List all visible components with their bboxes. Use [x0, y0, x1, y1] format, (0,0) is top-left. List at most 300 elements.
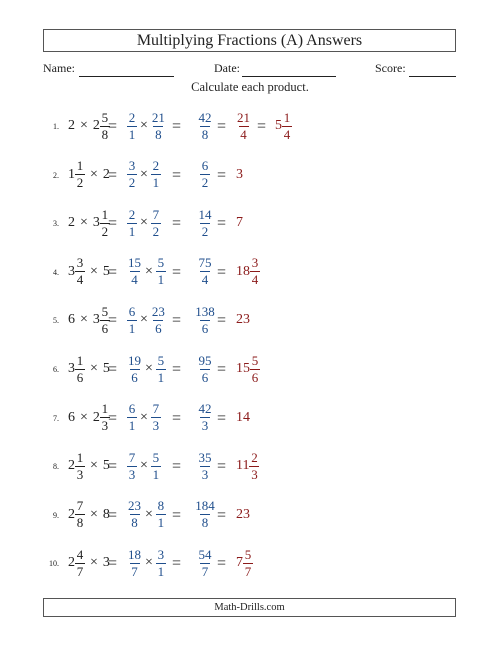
numerator: 14 — [198, 206, 212, 222]
problem-row — [0, 444, 500, 488]
numerator: 42 — [198, 401, 212, 417]
step-product — [190, 250, 220, 294]
equals-sign: = — [217, 118, 227, 135]
fraction — [156, 354, 166, 385]
equals-sign: = — [172, 458, 182, 476]
numerator: 3 — [251, 255, 259, 271]
times-sign: × — [140, 458, 148, 474]
times-sign: × — [90, 458, 98, 474]
denominator: 8 — [201, 126, 209, 142]
fraction — [127, 548, 142, 579]
name-line — [79, 76, 174, 77]
denominator: 1 — [128, 223, 136, 239]
whole-part: 3 — [68, 361, 75, 376]
denominator: 8 — [155, 126, 162, 142]
whole-part: 2 — [68, 215, 75, 231]
whole-part: 2 — [68, 555, 75, 571]
whole-part: 2 — [92, 118, 100, 133]
problem-row — [0, 201, 500, 245]
fraction — [151, 402, 161, 433]
fraction — [250, 256, 260, 287]
fraction — [75, 159, 85, 190]
fraction — [198, 111, 213, 142]
step-improper — [127, 347, 166, 391]
denominator: 4 — [283, 126, 291, 142]
step-product — [190, 493, 220, 537]
mixed-number — [236, 256, 260, 287]
whole-part: 5 — [102, 458, 110, 474]
answer — [236, 298, 250, 342]
numerator: 7 — [152, 206, 160, 222]
question — [68, 444, 110, 488]
whole-part: 5 — [102, 361, 110, 376]
fraction — [200, 159, 210, 190]
whole-part: 1 — [68, 166, 75, 182]
answer-whole: 14 — [236, 409, 250, 425]
whole-part: 8 — [102, 506, 110, 522]
whole-part: 2 — [68, 506, 75, 522]
equals-sign: = — [172, 409, 182, 427]
mixed-number — [68, 312, 75, 328]
denominator: 4 — [201, 272, 209, 288]
mixed-number — [236, 548, 253, 579]
numerator: 5 — [101, 303, 109, 319]
step-product — [190, 347, 220, 391]
fraction — [151, 305, 166, 336]
question — [68, 347, 110, 391]
fraction — [75, 548, 85, 579]
problem-number: 3. — [53, 219, 59, 229]
times-sign: × — [140, 312, 148, 328]
answer — [236, 396, 250, 440]
score-label: Score: — [375, 61, 406, 75]
whole-part: 5 — [102, 263, 110, 279]
fraction — [194, 499, 216, 530]
whole-part: 6 — [68, 312, 75, 328]
numerator: 95 — [198, 352, 212, 368]
numerator: 19 — [128, 352, 141, 368]
denominator: 1 — [128, 320, 136, 336]
numerator: 6 — [201, 158, 209, 174]
name-label: Name: — [43, 61, 75, 75]
fraction — [127, 256, 142, 287]
step-improper — [127, 153, 161, 197]
denominator: 3 — [201, 418, 209, 434]
numerator: 6 — [128, 303, 136, 319]
problem-row — [0, 347, 500, 391]
answer — [236, 444, 259, 488]
fraction — [198, 354, 213, 385]
times-sign: × — [140, 118, 148, 133]
equals-sign: = — [217, 361, 227, 378]
denominator: 1 — [128, 126, 136, 142]
question — [68, 541, 110, 585]
problem-number: 7. — [53, 413, 59, 423]
fraction — [127, 499, 142, 530]
times-sign: × — [90, 555, 98, 571]
equals-sign: = — [217, 555, 227, 573]
fraction — [198, 208, 213, 239]
equals-sign: = — [217, 506, 227, 524]
numerator: 1 — [76, 158, 84, 174]
fraction — [127, 111, 137, 142]
denominator: 7 — [76, 563, 84, 579]
question — [68, 153, 110, 197]
denominator: 2 — [101, 223, 109, 239]
denominator: 3 — [201, 466, 209, 482]
answer-whole: 23 — [236, 312, 250, 328]
mixed-number — [275, 111, 292, 142]
times-sign: × — [90, 506, 98, 522]
fraction — [250, 354, 260, 385]
numerator: 1 — [101, 206, 109, 222]
times-sign: × — [140, 215, 148, 231]
fraction — [75, 354, 85, 385]
equals-sign: = — [172, 312, 182, 330]
numerator: 3 — [76, 255, 84, 271]
numerator: 6 — [128, 401, 136, 417]
numerator: 54 — [198, 546, 212, 562]
denominator: 4 — [76, 272, 84, 288]
denominator: 1 — [157, 515, 165, 531]
numerator: 23 — [128, 498, 141, 514]
mixed-number — [68, 159, 85, 190]
mixed-number — [68, 499, 85, 530]
answer — [236, 541, 253, 585]
problem-number: 2. — [53, 170, 59, 180]
fraction — [127, 451, 137, 482]
denominator: 4 — [251, 272, 259, 288]
fraction — [198, 402, 213, 433]
fraction — [151, 451, 161, 482]
denominator: 8 — [201, 515, 209, 531]
times-sign: × — [145, 555, 153, 571]
problem-number: 1. — [53, 122, 59, 131]
denominator: 3 — [76, 466, 84, 482]
problem-row — [0, 396, 500, 440]
equals-sign: = — [108, 361, 118, 378]
step-improper — [127, 444, 161, 488]
denominator: 3 — [128, 466, 136, 482]
times-sign: × — [80, 409, 88, 425]
footer: Math-Drills.com — [43, 598, 456, 617]
equals-sign: = — [108, 166, 118, 184]
fraction — [194, 305, 216, 336]
equals-sign: = — [217, 409, 227, 427]
whole-part: 2 — [92, 409, 100, 425]
problem-number: 8. — [53, 462, 59, 472]
denominator: 7 — [201, 563, 209, 579]
numerator: 5 — [244, 546, 252, 562]
answer — [236, 104, 251, 148]
fraction — [127, 402, 137, 433]
equals-sign: = — [217, 312, 227, 330]
times-sign: × — [80, 312, 88, 328]
fraction — [127, 208, 137, 239]
fraction — [282, 111, 292, 142]
question — [68, 250, 110, 294]
numerator: 1 — [283, 109, 291, 125]
step-product — [190, 201, 220, 245]
step-improper — [127, 396, 161, 440]
numerator: 5 — [157, 352, 165, 368]
mixed-number — [68, 410, 75, 426]
denominator: 2 — [201, 223, 209, 239]
denominator: 8 — [131, 515, 138, 531]
answer — [236, 493, 250, 537]
mixed-number — [236, 354, 260, 385]
answer — [236, 347, 260, 391]
denominator: 3 — [152, 418, 160, 434]
numerator: 5 — [251, 352, 259, 368]
fraction — [249, 451, 259, 482]
fraction — [151, 159, 161, 190]
whole-part: 15 — [236, 361, 250, 376]
mixed-number — [68, 118, 75, 134]
denominator: 6 — [76, 369, 84, 385]
equals-sign: = — [108, 312, 118, 330]
equals-sign: = — [257, 118, 267, 135]
numerator: 15 — [128, 255, 141, 271]
numerator: 18 — [128, 546, 141, 562]
step-improper — [127, 250, 166, 294]
whole-part: 11 — [236, 458, 250, 474]
denominator: 6 — [251, 369, 259, 385]
denominator: 6 — [155, 320, 162, 336]
fraction — [75, 451, 85, 482]
instructions: Calculate each product. — [191, 80, 309, 94]
numerator: 3 — [157, 546, 165, 562]
denominator: 8 — [76, 515, 84, 531]
denominator: 1 — [157, 369, 165, 385]
mixed-number — [68, 256, 85, 287]
step-product — [190, 298, 220, 342]
whole-part: 7 — [236, 555, 243, 571]
fraction — [236, 111, 251, 142]
numerator: 75 — [198, 255, 212, 271]
step-improper — [127, 104, 166, 148]
answer-whole: 7 — [236, 215, 243, 231]
denominator: 8 — [101, 126, 109, 142]
question — [68, 104, 110, 148]
score-line — [409, 76, 456, 77]
equals-sign: = — [108, 409, 118, 427]
worksheet-title: Multiplying Fractions (A) Answers — [43, 29, 456, 52]
numerator: 42 — [198, 109, 212, 125]
denominator: 2 — [201, 175, 209, 191]
equals-sign: = — [217, 215, 227, 233]
equals-sign: = — [172, 166, 182, 184]
numerator: 7 — [128, 449, 136, 465]
equals-sign: = — [172, 506, 182, 524]
equals-sign: = — [108, 263, 118, 281]
answer — [236, 153, 243, 197]
denominator: 3 — [101, 418, 109, 434]
numerator: 1 — [101, 401, 109, 417]
fraction — [127, 354, 142, 385]
times-sign: × — [140, 166, 148, 182]
numerator: 4 — [76, 546, 84, 562]
numerator: 2 — [251, 449, 258, 465]
equals-sign: = — [217, 263, 227, 281]
equals-sign: = — [217, 458, 227, 476]
question — [68, 396, 110, 440]
problem-row — [0, 298, 500, 342]
fraction — [127, 159, 137, 190]
times-sign: × — [145, 263, 153, 279]
equals-sign: = — [108, 215, 118, 233]
problem-row — [0, 153, 500, 197]
denominator: 1 — [152, 466, 160, 482]
step-improper — [127, 493, 166, 537]
denominator: 4 — [131, 272, 138, 288]
equals-sign: = — [172, 215, 182, 233]
step-improper — [127, 541, 166, 585]
numerator: 1 — [76, 449, 84, 465]
answer-whole: 23 — [236, 506, 250, 522]
whole-part: 5 — [275, 118, 282, 133]
problem-number: 6. — [53, 365, 59, 374]
numerator: 7 — [76, 498, 84, 514]
numerator: 5 — [101, 109, 109, 125]
fraction — [156, 256, 166, 287]
fraction — [198, 256, 213, 287]
step-product — [190, 153, 220, 197]
equals-sign: = — [172, 555, 182, 573]
times-sign: × — [145, 506, 153, 522]
fraction — [156, 548, 166, 579]
whole-part: 3 — [92, 215, 100, 231]
denominator: 3 — [251, 466, 258, 482]
denominator: 2 — [128, 175, 136, 191]
denominator: 7 — [131, 563, 138, 579]
fraction — [75, 499, 85, 530]
step-product — [190, 396, 220, 440]
times-sign: × — [90, 166, 98, 182]
numerator: 7 — [152, 401, 160, 417]
whole-part: 3 — [68, 263, 75, 279]
fraction — [156, 499, 166, 530]
equals-sign: = — [108, 555, 118, 573]
problem-number: 5. — [53, 316, 59, 326]
answer — [236, 201, 243, 245]
equals-sign: = — [172, 118, 182, 135]
problem-number: 9. — [53, 510, 59, 520]
numerator: 5 — [152, 449, 160, 465]
fraction — [151, 208, 161, 239]
denominator: 1 — [152, 175, 160, 191]
mixed-number — [68, 548, 85, 579]
denominator: 4 — [240, 126, 247, 142]
question — [68, 493, 110, 537]
mixed-number — [68, 215, 75, 231]
date-line — [242, 76, 336, 77]
denominator: 7 — [244, 563, 252, 579]
problem-number: 4. — [53, 267, 59, 277]
times-sign: × — [140, 409, 148, 425]
fraction — [243, 548, 253, 579]
numerator: 5 — [157, 255, 165, 271]
fraction — [151, 111, 166, 142]
step-product — [190, 541, 220, 585]
problem-number: 10. — [49, 559, 59, 569]
answer-mixed — [275, 104, 292, 148]
mixed-number — [236, 451, 259, 482]
fraction — [127, 305, 137, 336]
equals-sign: = — [217, 166, 227, 184]
step-improper — [127, 298, 166, 342]
question — [68, 201, 110, 245]
equals-sign: = — [172, 361, 182, 378]
numerator: 184 — [195, 498, 215, 514]
denominator: 1 — [157, 563, 165, 579]
date-label: Date: — [214, 61, 240, 75]
times-sign: × — [90, 361, 98, 376]
times-sign: × — [80, 215, 88, 231]
step-product — [190, 444, 220, 488]
answer-whole: 3 — [236, 166, 243, 182]
step-product — [190, 104, 220, 148]
numerator: 1 — [76, 352, 84, 368]
fraction — [198, 548, 213, 579]
fraction — [198, 451, 213, 482]
times-sign: × — [145, 361, 153, 376]
times-sign: × — [90, 263, 98, 279]
denominator: 2 — [152, 223, 160, 239]
problem-row — [0, 104, 500, 148]
numerator: 23 — [151, 303, 165, 319]
times-sign: × — [80, 118, 88, 133]
equals-sign: = — [172, 263, 182, 281]
numerator: 21 — [151, 109, 165, 125]
denominator: 6 — [101, 320, 109, 336]
whole-part: 3 — [102, 555, 110, 571]
mixed-number — [68, 354, 85, 385]
equals-sign: = — [108, 506, 118, 524]
numerator: 3 — [128, 158, 136, 174]
numerator: 2 — [128, 206, 136, 222]
denominator: 1 — [157, 272, 165, 288]
denominator: 6 — [131, 369, 138, 385]
denominator: 6 — [201, 320, 209, 336]
problem-row — [0, 250, 500, 294]
numerator: 21 — [237, 109, 250, 125]
denominator: 2 — [76, 175, 84, 191]
mixed-number — [68, 451, 85, 482]
numerator: 2 — [128, 109, 136, 125]
whole-part: 2 — [68, 458, 75, 474]
whole-part: 2 — [102, 166, 110, 182]
whole-part: 3 — [92, 312, 100, 328]
numerator: 2 — [152, 158, 160, 174]
numerator: 138 — [195, 303, 215, 319]
step-improper — [127, 201, 161, 245]
denominator: 6 — [201, 369, 209, 385]
numerator: 8 — [157, 498, 165, 514]
denominator: 1 — [128, 418, 136, 434]
equals-sign: = — [108, 458, 118, 476]
whole-part: 18 — [236, 263, 250, 279]
numerator: 35 — [198, 449, 212, 465]
equals-sign: = — [108, 118, 118, 135]
fraction — [75, 256, 85, 287]
whole-part: 6 — [68, 409, 75, 425]
question — [68, 298, 110, 342]
whole-part: 2 — [68, 118, 75, 133]
answer — [236, 250, 260, 294]
problem-row — [0, 493, 500, 537]
problem-row — [0, 541, 500, 585]
